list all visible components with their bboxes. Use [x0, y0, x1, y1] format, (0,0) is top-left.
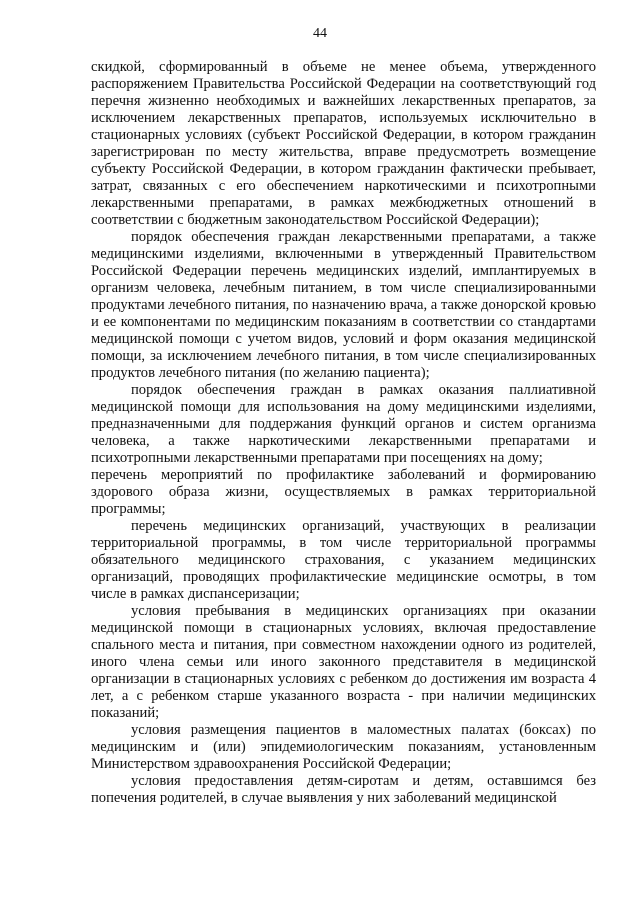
paragraph: условия предоставления детям-сиротам и детям, оставшимся без попечения родителей, в случае выявления у них заболеваний медицинской — [91, 773, 596, 806]
paragraph: перечень мероприятий по профилактике заболеваний и формированию здорового образа жизни, осуществляемых в рамках территориальной программы; — [91, 467, 596, 517]
paragraph: скидкой, сформированный в объеме не менее объема, утвержденного распоряжением Правительства Российской Федерации на соответствующий год перечня жизненно необходимых и важнейших лекарственных препаратов, за исключением лекарственных препаратов, используемых исключительно в стационарных условиях (субъект Российской Федерации, в котором гражданин зарегистрирован по месту жительства, вправе предусмотреть возмещение субъекту Российской Федерации, в котором гражданин фактически пребывает, затрат, связанных с его обеспечением наркотическими и психотропными лекарственными препаратами, в рамках межбюджетных отношений в соответствии с бюджетным законодательством Российской Федерации); — [91, 59, 596, 228]
page-body — [91, 59, 596, 807]
paragraph: условия размещения пациентов в маломестных палатах (боксах) по медицинским и (или) эпидемиологическим показаниям, установленным Министерством здравоохранения Российской Федерации; — [91, 722, 596, 772]
page-number: 44 — [313, 26, 327, 41]
paragraph: перечень медицинских организаций, участвующих в реализации территориальной программы, в том числе территориальной программы обязательного медицинского страхования, с указанием медицинских организаций, проводящих профилактические медицинские осмотры, в том числе в рамках диспансеризации; — [91, 518, 596, 602]
paragraph: условия пребывания в медицинских организациях при оказании медицинской помощи в стационарных условиях, включая предоставление спального места и питания, при совместном нахождении одного из родителей, иного члена семьи или иного законного представителя в медицинской организации в стационарных условиях с ребенком до достижения им возраста 4 лет, а с ребенком старше указанного возраста - при наличии медицинских показаний; — [91, 603, 596, 721]
paragraph: порядок обеспечения граждан лекарственными препаратами, а также медицинскими изделиями, включенными в утвержденный Правительством Российской Федерации перечень медицинских изделий, имплантируемых в организм человека, лечебным питанием, в том числе специализированными продуктами лечебного питания, по назначению врача, а также донорской кровью и ее компонентами по медицинским показаниям в соответствии со стандартами медицинской помощи с учетом видов, условий и форм оказания медицинской помощи, за исключением лечебного питания, в том числе специализированных продуктов лечебного питания (по желанию пациента); — [91, 229, 596, 381]
paragraph: порядок обеспечения граждан в рамках оказания паллиативной медицинской помощи для использования на дому медицинскими изделиями, предназначенными для поддержания функций органов и систем организма человека, а также наркотическими лекарственными препаратами и психотропными лекарственными препаратами при посещениях на дому; — [91, 382, 596, 466]
